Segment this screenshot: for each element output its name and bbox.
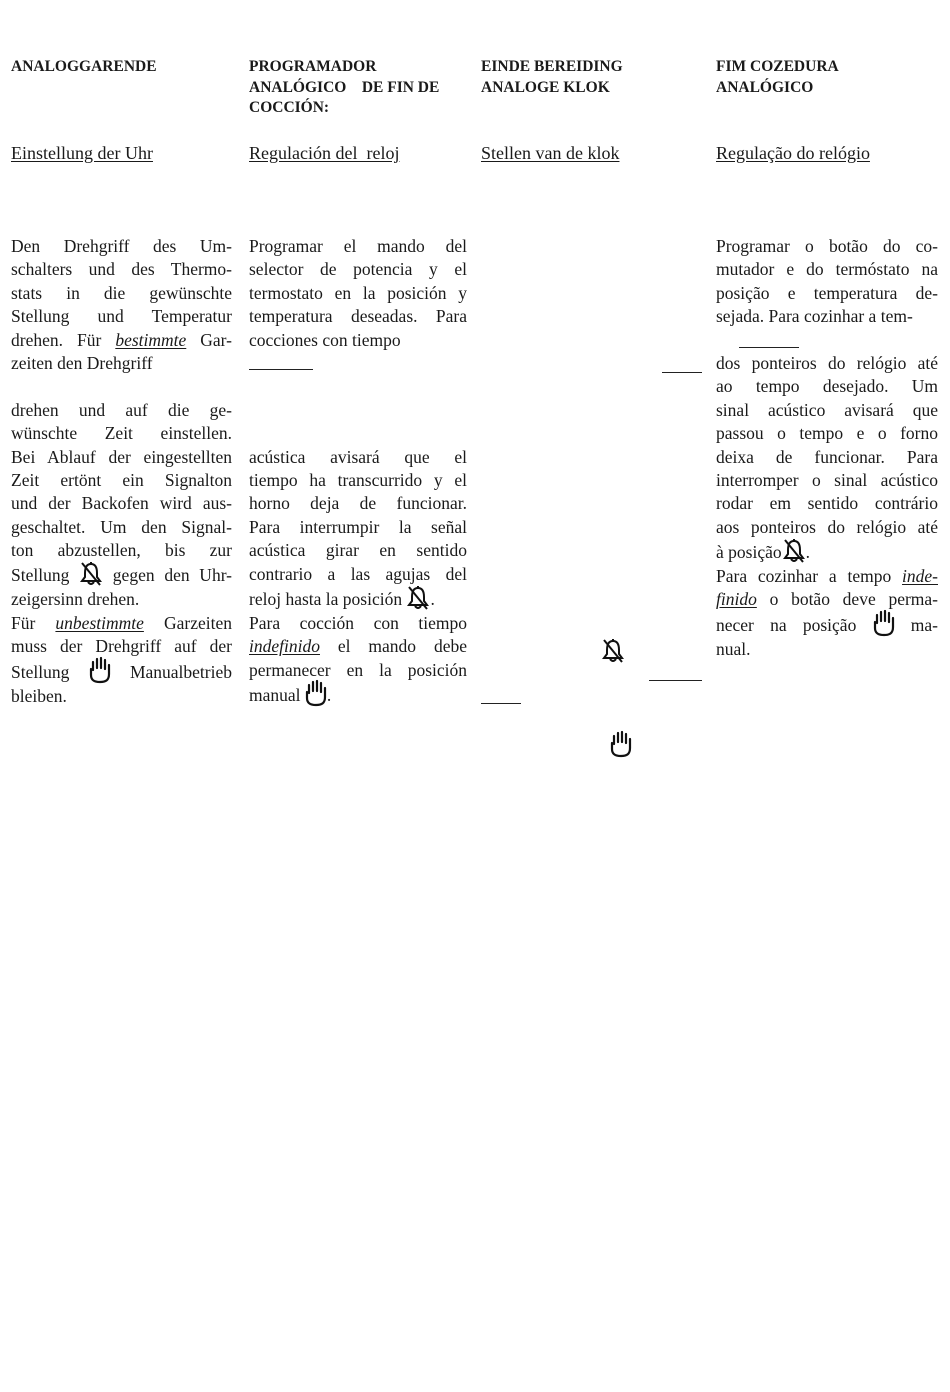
text-run: cocciones con tiempo — [249, 329, 401, 350]
emphasis-text: bestimmte — [115, 329, 187, 350]
blank-line-nl-3 — [481, 703, 521, 704]
text-run: Den Drehgriff des Um- — [11, 236, 232, 256]
text-line — [249, 469, 467, 492]
blank-line-es — [249, 369, 313, 370]
text-run: à posição — [716, 542, 782, 563]
text-run: ton abzustellen, bis zur — [11, 540, 232, 561]
text-line — [11, 352, 232, 375]
text-run: manual — [249, 685, 305, 706]
heading-line: COCCIÓN: — [249, 99, 330, 116]
emphasis-text: unbestimmte — [55, 612, 144, 633]
text-line — [716, 235, 938, 258]
text-run: drehen und auf die ge- — [11, 399, 232, 420]
text-line — [716, 305, 938, 328]
text-run: temperatura deseadas. Para — [249, 306, 467, 327]
text-run: sinal acústico avisará que — [716, 399, 938, 420]
text-line — [249, 305, 467, 328]
text-run: schalters und des Thermo- — [11, 259, 232, 280]
text-run: . — [326, 685, 332, 706]
text-line — [11, 685, 232, 708]
hand-icon — [610, 730, 632, 758]
text-line — [11, 282, 232, 305]
hand-icon — [89, 656, 111, 684]
bell-off-icon — [406, 585, 430, 611]
text-line — [11, 329, 232, 352]
text-run: permanecer en la posición — [249, 659, 467, 680]
text-line — [11, 422, 232, 445]
text-line — [716, 516, 938, 539]
text-run: aos ponteiros do relógio até — [716, 516, 938, 537]
text-run: sejada. Para cozinhar a tem- — [716, 306, 913, 327]
subheading-es: Regulación del reloj — [249, 143, 400, 163]
text-line — [249, 516, 467, 539]
bell-off-icon — [782, 538, 806, 564]
heading-es — [249, 57, 474, 119]
hand-icon — [873, 609, 895, 637]
text-line — [716, 375, 938, 398]
text-line — [11, 235, 232, 258]
text-run: drehen. Für — [11, 329, 116, 350]
text-line — [249, 586, 467, 612]
text-run: Programar el mando del — [249, 236, 467, 256]
text-line — [716, 282, 938, 305]
text-run: Para interrumpir la señal — [249, 516, 467, 537]
text-run: interromper o sinal acústico — [716, 469, 938, 490]
text-line — [11, 305, 232, 328]
subheading-pt: Regulação do relógio — [716, 143, 870, 163]
text-line — [716, 469, 938, 492]
text-line — [716, 258, 938, 281]
text-run: Für — [11, 612, 56, 633]
blank-line-nl-1 — [662, 372, 702, 373]
heading-nl — [481, 57, 706, 98]
text-line — [11, 562, 232, 588]
heading-line: ANALOGE KLOK — [481, 78, 610, 96]
text-line — [716, 492, 938, 515]
text-run: bleiben. — [11, 685, 67, 706]
text-run: . — [805, 542, 810, 563]
text-run: zeiten den Drehgriff — [11, 352, 153, 373]
text-run: Programar o botão do co- — [716, 236, 938, 256]
text-run: necer na posição — [716, 614, 873, 635]
text-line — [716, 588, 938, 611]
heading-line: FIM COZEDURA — [716, 58, 839, 75]
text-run: gegen den Uhr- — [103, 565, 233, 586]
text-line — [249, 282, 467, 305]
heading-line: ANALÓGICO DE FIN DE — [249, 78, 440, 96]
text-run: rodar em sentido contrário — [716, 493, 938, 514]
text-line — [11, 588, 232, 611]
blank-line-nl-2 — [649, 680, 702, 681]
subheading-nl: Stellen van de klok — [481, 143, 620, 163]
text-line — [11, 446, 232, 469]
text-run: ma- — [894, 614, 938, 635]
text-run: el mando debe — [319, 636, 467, 657]
text-run: Stellung — [11, 661, 89, 682]
text-line — [11, 258, 232, 281]
text-line — [716, 422, 938, 445]
text-line — [11, 492, 232, 515]
text-run: ao tempo desejado. Um — [716, 376, 938, 397]
text-line — [11, 635, 232, 658]
text-line — [716, 612, 938, 638]
text-run: Stellung und Temperatur — [11, 306, 232, 327]
text-line — [716, 638, 938, 661]
heading-line: ANALÓGICO — [716, 78, 814, 96]
text-run: Bei Ablauf der eingestellten — [11, 446, 232, 467]
text-run: Stellung — [11, 565, 80, 586]
text-line — [11, 539, 232, 562]
text-run: und der Backofen wird aus- — [11, 493, 232, 514]
text-line — [249, 258, 467, 281]
subheading-de: Einstellung der Uhr — [11, 143, 153, 163]
text-run: tiempo ha transcurrido y el — [249, 469, 467, 490]
text-run: geschaltet. Um den Signal- — [11, 516, 232, 537]
bell-off-icon — [79, 561, 103, 587]
hand-icon — [305, 679, 327, 707]
text-line — [249, 635, 467, 658]
text-line — [249, 682, 467, 708]
text-line — [11, 516, 232, 539]
text-run: . — [430, 588, 435, 609]
text-run: posição e temperatura de- — [716, 282, 938, 303]
text-line — [249, 659, 467, 682]
text-run: stats in die gewünschte — [11, 282, 232, 303]
text-line — [716, 446, 938, 469]
heading-line: EINDE BEREIDING — [481, 58, 623, 75]
blank-line-pt — [739, 347, 799, 348]
text-line — [249, 612, 467, 635]
text-line — [249, 329, 467, 352]
text-line — [249, 446, 467, 469]
text-line — [249, 563, 467, 586]
bell-off-icon — [601, 638, 625, 664]
text-run: wünschte Zeit einstellen. — [11, 423, 232, 444]
text-run: acústica avisará que el — [249, 446, 467, 467]
text-run: horno deja de funcionar. — [249, 493, 467, 514]
text-run: Manualbetrieb — [110, 661, 233, 682]
text-line — [716, 565, 938, 588]
emphasis-text: indefinido — [249, 636, 320, 657]
text-run: muss der Drehgriff auf der — [11, 636, 232, 657]
text-line — [11, 612, 232, 635]
text-run: dos ponteiros do relógio até — [716, 352, 938, 373]
heading-line: ANALOGGARENDE — [11, 58, 157, 75]
text-run: Gar- — [186, 329, 232, 350]
text-line — [11, 469, 232, 492]
body-text-es — [249, 235, 467, 708]
text-run: selector de potencia y el — [249, 259, 467, 280]
text-line — [716, 399, 938, 422]
heading-de — [11, 57, 236, 78]
text-line — [716, 352, 938, 375]
text-run: contrario a las agujas del — [249, 563, 467, 584]
text-run: mutador e do termóstato na — [716, 259, 938, 280]
text-run: reloj hasta la posición — [249, 588, 407, 609]
text-run: deixa de funcionar. Para — [716, 446, 938, 467]
text-line — [249, 235, 467, 258]
body-text-pt — [716, 235, 938, 661]
text-run: Zeit ertönt ein Signalton — [11, 469, 232, 490]
text-run: zeigersinn drehen. — [11, 589, 140, 610]
text-run: Garzeiten — [143, 612, 233, 633]
text-run: termostato en la posición y — [249, 282, 467, 303]
text-line — [716, 539, 938, 565]
emphasis-text: inde- — [902, 566, 938, 587]
text-line — [11, 399, 232, 422]
text-run: passou o tempo e o forno — [716, 423, 938, 444]
text-run: Para cozinhar a tempo — [716, 566, 903, 587]
emphasis-text: finido — [716, 589, 757, 610]
text-line — [11, 659, 232, 685]
text-run: nual. — [716, 638, 751, 659]
body-text-de — [11, 235, 232, 708]
text-line — [249, 492, 467, 515]
text-run: o botão deve perma- — [756, 589, 938, 610]
heading-pt — [716, 57, 941, 98]
text-run: acústica girar en sentido — [249, 540, 467, 561]
heading-line: PROGRAMADOR — [249, 58, 377, 75]
text-run: Para cocción con tiempo — [249, 612, 467, 633]
text-line — [249, 539, 467, 562]
